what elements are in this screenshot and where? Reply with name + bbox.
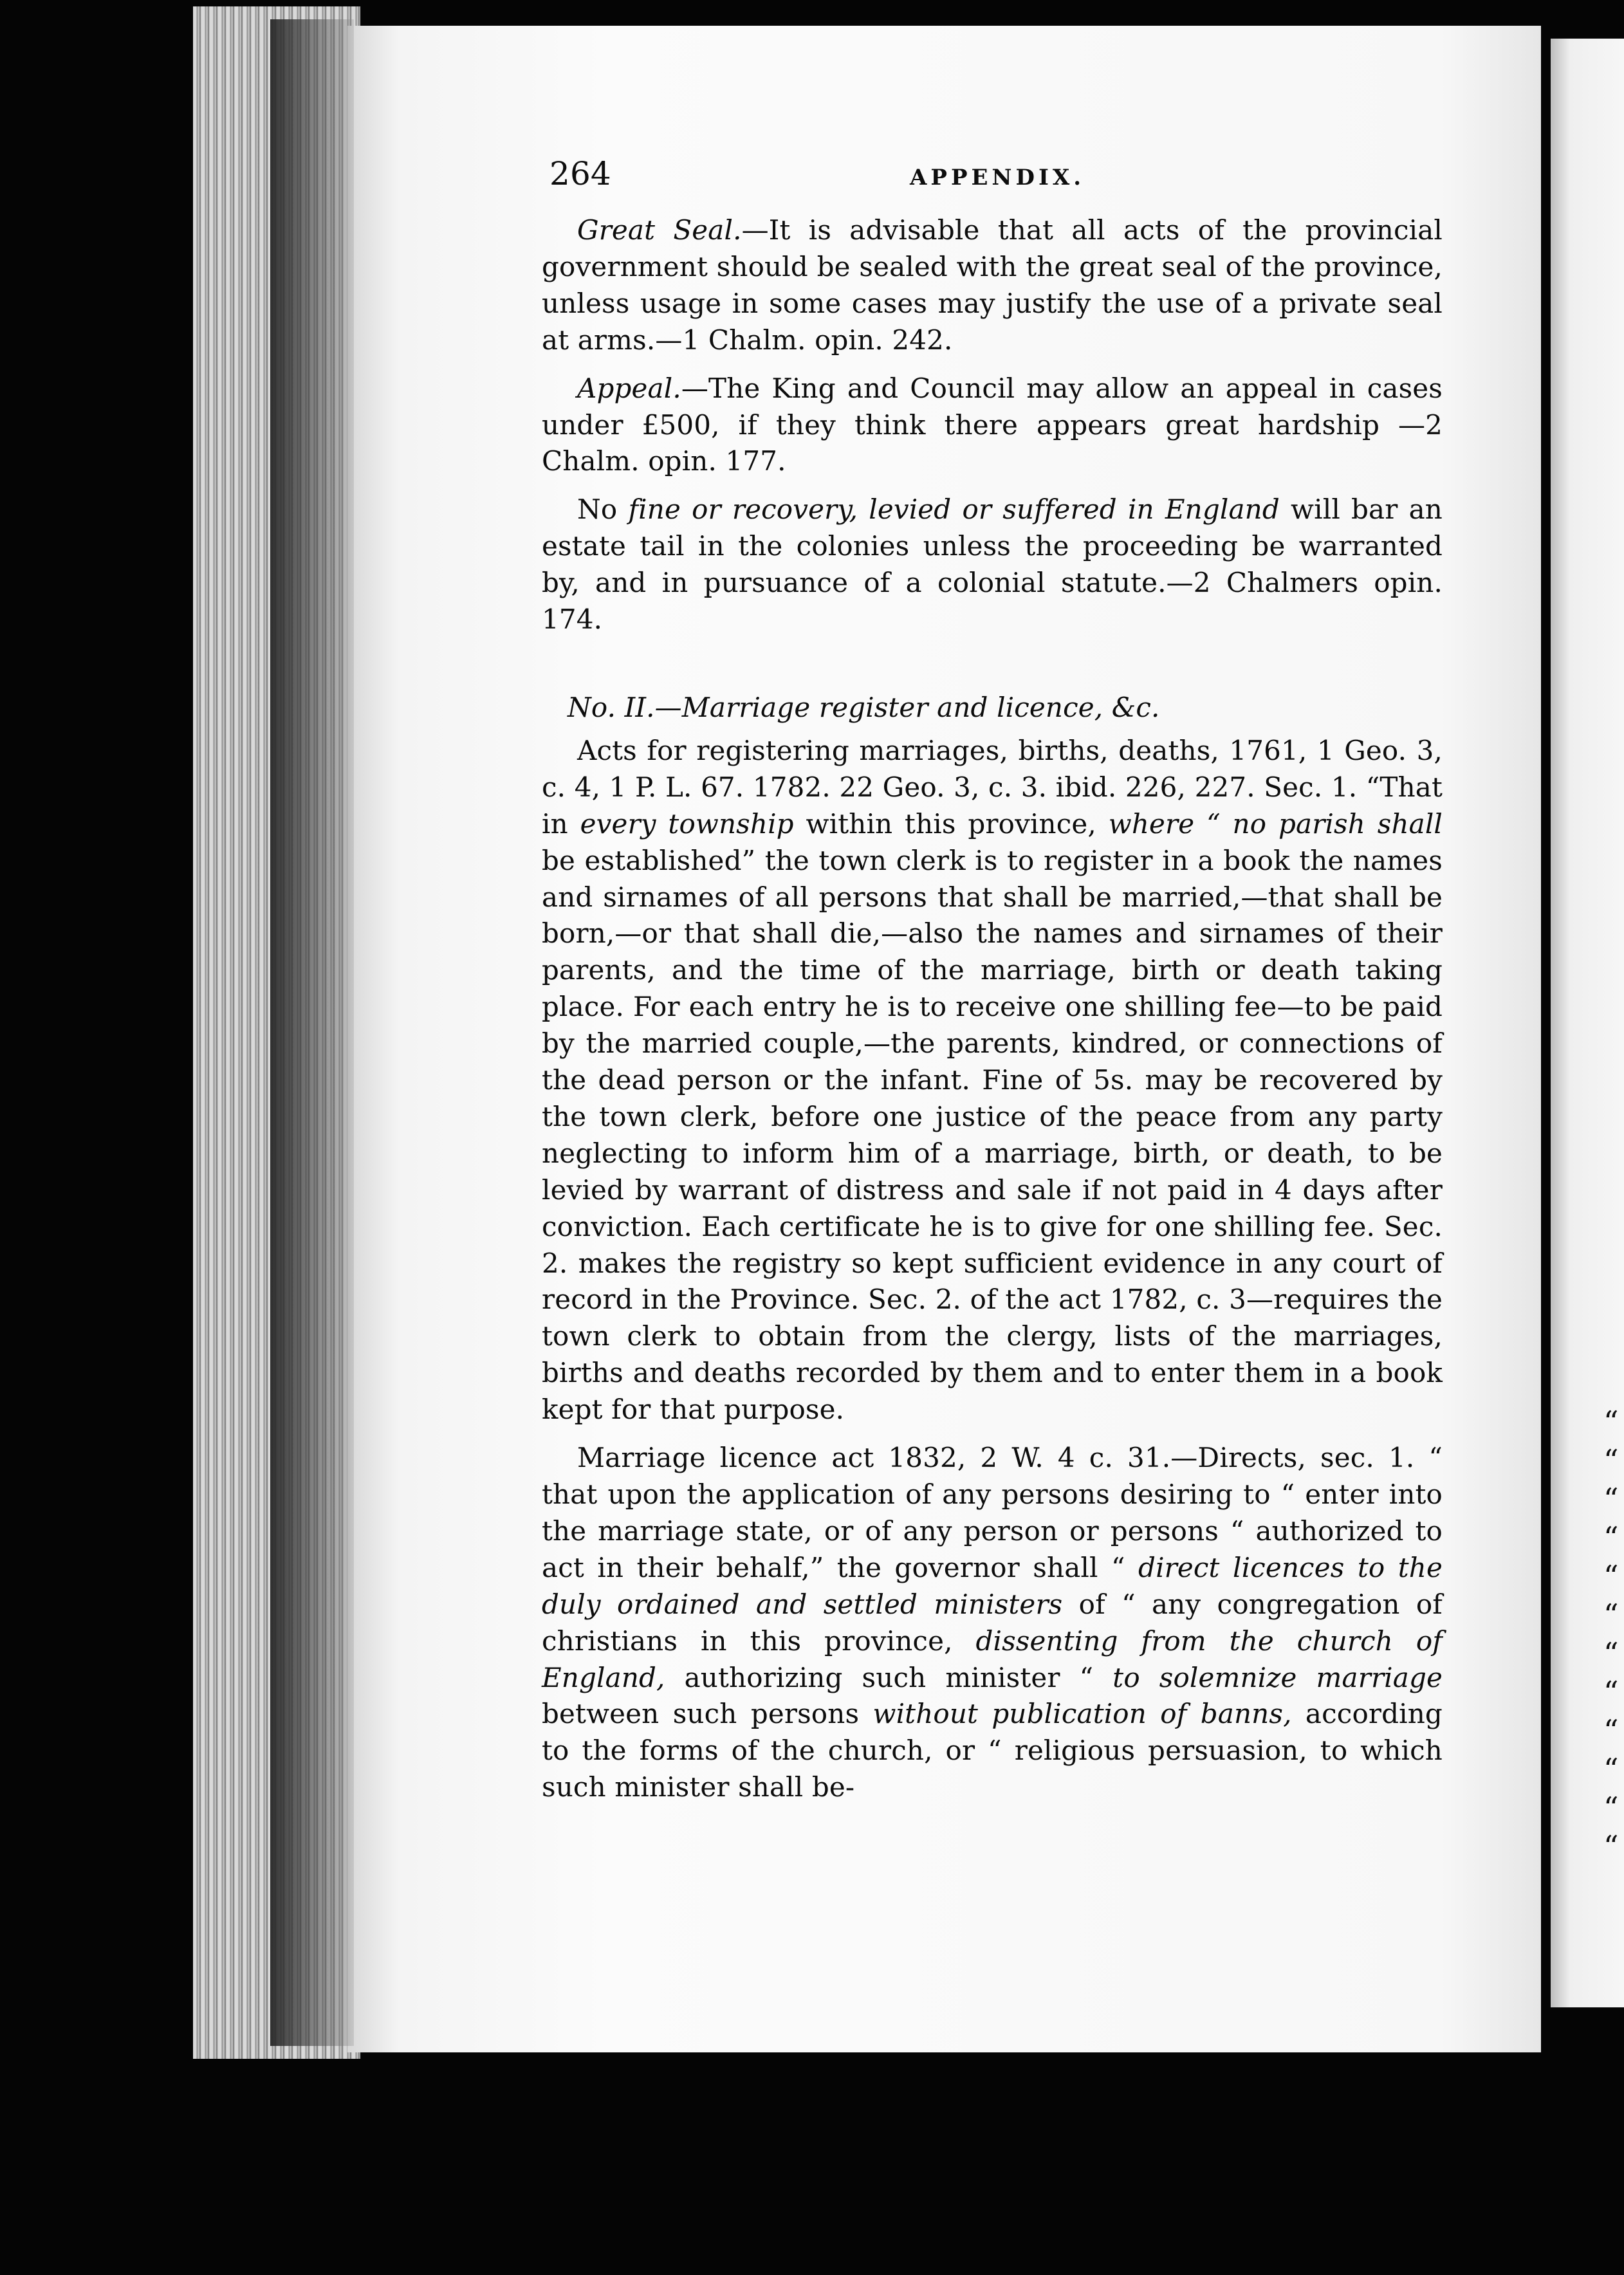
licence-text-1: Marriage licence act 1832, 2 W. 4 c. 31.—Directs, sec. 1. “ that upon the application of any persons desiring to “ enter into the marriage state, or of any person or persons “ authorized to act in their behalf,” the governor shall “	[542, 1442, 1443, 1583]
facing-page-mark: “	[1603, 1405, 1619, 1439]
licence-text-4: between such persons	[542, 1698, 873, 1730]
page-text-block	[542, 154, 1443, 1806]
licence-italic-1: direct licences to the duly ordained and settled ministers	[542, 1551, 1443, 1620]
licence-italic-3: to solemnize marriage	[1112, 1661, 1443, 1693]
paragraph-fine-recovery	[542, 492, 1443, 638]
acts-text-1: Acts for registering marriages, births, deaths, 1761, 1 Geo. 3, c. 4, 1 P. L. 67. 1782. 22 Geo. 3, c. 3. ibid. 226, 227. Sec. 1. “That in	[542, 734, 1443, 840]
facing-page-mark: “	[1603, 1713, 1619, 1748]
paragraph-appeal-text: —The King and Council may allow an appeal in cases under £500, if they think there appears great hardship —2 Chalm. opin. 177.	[542, 372, 1443, 477]
licence-text-2: of “ any congregation of christians in this province,	[542, 1588, 1443, 1657]
section-heading: No. II.—Marriage register and licence, &c.	[567, 691, 1160, 723]
acts-text-2: within this province,	[793, 807, 1109, 840]
licence-italic-2: dissenting from the church of England,	[542, 1625, 1443, 1693]
paragraph-great-seal-text: —It is advisable that all acts of the provincial government should be sealed with the great seal of the province, unless usage in some cases may justify the use of a private seal at arms.—1 Chalm. opin. 242.	[542, 214, 1443, 356]
paragraph-registering-acts	[542, 733, 1443, 1428]
term-fine-recovery: fine or recovery, levied or suffered in England	[628, 493, 1280, 526]
paragraph-fine-text: will bar an estate tail in the colonies unless the proceeding be warranted by, and in pursuance of a colonial statute.—2 Chalmers opin. 174.	[542, 493, 1443, 636]
facing-page-mark: “	[1603, 1752, 1619, 1787]
running-head: APPENDIX.	[910, 165, 1085, 190]
acts-italic-1: every township	[580, 807, 794, 840]
paragraph-licence-act	[542, 1440, 1443, 1806]
paragraph-appeal	[542, 371, 1443, 481]
facing-page-mark: “	[1603, 1482, 1619, 1516]
term-great-seal: Great Seal.	[577, 214, 742, 246]
term-appeal: Appeal.	[577, 372, 681, 404]
facing-page-mark: “	[1603, 1443, 1619, 1478]
facing-page-mark: “	[1603, 1598, 1619, 1632]
facing-page-mark: “	[1603, 1791, 1619, 1825]
acts-italic-2: where “ no parish shall	[1108, 807, 1443, 840]
paragraph-fine-lead: No	[577, 493, 629, 526]
facing-page-edge	[1551, 39, 1624, 2007]
page-number: 264	[549, 155, 611, 192]
acts-text-3: be established” the town clerk is to register in a book the names and sirnames of all persons that shall be married,—that shall be born,—or that shall die,—also the names and sirnames of their parents, and the time of the marriage, birth or death taking place. For each entry he is to receive one shilling fee—to be paid by the married couple,—the parents, kindred, or connections of the dead person or the infant. Fine of 5s. may be recovered by the town clerk, before one justice of the peace from any party neglecting to inform him of a marriage, birth, or death, to be levied by warrant of distress and sale if not paid in 4 days after conviction. Each certificate he is to give for one shilling fee. Sec. 2. makes the registry so kept sufficient evidence in any court of record in the Province. Sec. 2. of the act 1782, c. 3—requires the town clerk to obtain from the clergy, lists of the marriages, births and deaths recorded by them and to enter them in a book kept for that purpose.	[542, 844, 1443, 1426]
paragraph-great-seal	[542, 212, 1443, 359]
facing-page-mark: “	[1603, 1520, 1619, 1555]
facing-page-mark: “	[1603, 1829, 1619, 1864]
facing-page-mark: “	[1603, 1636, 1619, 1671]
book-gutter-shadow	[270, 19, 354, 2046]
page-header	[542, 154, 1443, 212]
facing-page-mark: “	[1603, 1675, 1619, 1709]
licence-text-5: according to the forms of the church, or “ religious persuasion, to which such minister shall be-	[542, 1698, 1443, 1803]
facing-page-mark: “	[1603, 1559, 1619, 1594]
licence-italic-4: without publication of banns,	[872, 1698, 1292, 1730]
licence-text-3: authorizing such minister “	[665, 1661, 1113, 1693]
